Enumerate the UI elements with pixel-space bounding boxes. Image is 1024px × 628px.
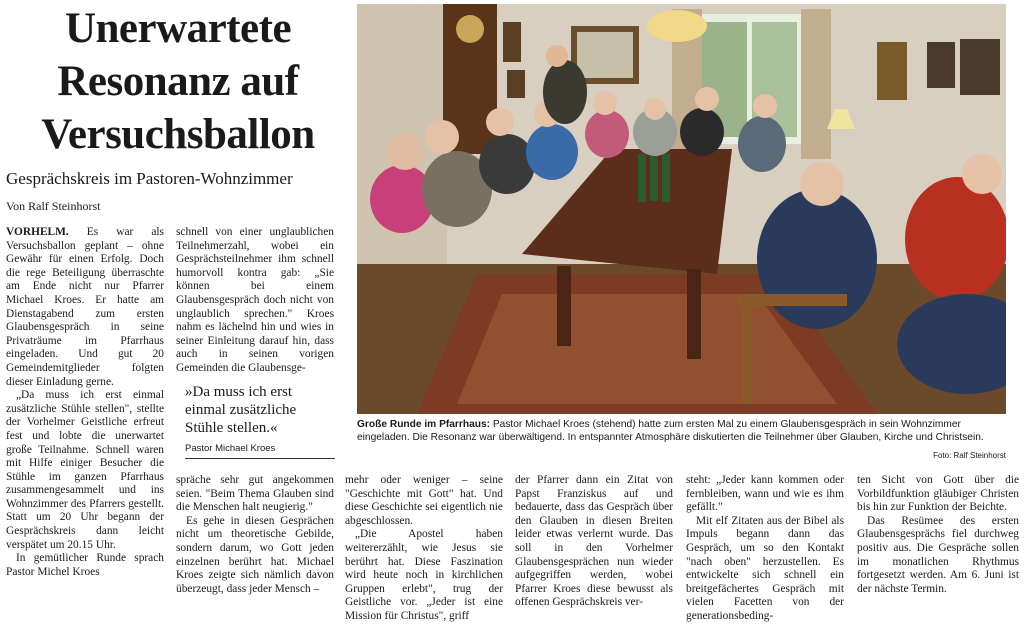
article-column-2b [176, 474, 334, 596]
paragraph-2: „Da muss ich erst einmal zusätzliche Stühle stellen", stellte der Vorhelmer Geistliche erfreut fest und lobte die unerwartet große Teilnahme. Schnell waren mit Hilfe einiger Besucher die Stühle im ganzen Pfarrhaus zusammengesammelt und ins Wohnzimmer des Pfarrers gestellt. Statt um 20 Uhr begann der Gesprächskreis dann leicht verspätet um 20.15 Uhr. [6, 389, 164, 551]
paragraph-1-text: Es war als Versuchsballon geplant – ohne Gewähr für einen Erfolg. Doch die rege Beteiligung überraschte am Ende nicht nur Pfarrer Michael Kroes. Er hatte am Dienstagabend zum ersten Glaubensgespräch in seine Privaträume im Pfarrhaus eingeladen. Und gut 20 Gemeindemitglieder folgten dieser Einladung gerne. [6, 226, 164, 388]
article-photo [357, 4, 1006, 414]
paragraph: Es gehe in diesen Gesprächen nicht um theoretische Gebilde, sondern darum, wo Gott jeden einzelnen berührt hat. Michael Kroes zeigte sich nämlich davon überzeugt, dass jeder Mensch – [176, 514, 334, 595]
photo-caption [357, 418, 1006, 444]
paragraph: schnell von einer unglaublichen Teilnehmerzahl, wobei ein Gesprächsteilnehmer ihm schnell humorvoll kontra gab: „Sie können bei einem Glaubensgespräch doch nicht von unglaublich sprechen." Kroes nahm es lächelnd hin und wies in seiner Einleitung darauf hin, dass auch in seinen vorigen Gemeinden die Glaubensge- [176, 226, 334, 374]
headline-line-1: Unerwartete [64, 5, 292, 52]
byline: Von Ralf Steinhorst [6, 199, 101, 213]
article-column-3 [345, 474, 503, 624]
pull-quote-author: Pastor Michael Kroes [185, 443, 335, 459]
article-column-2 [176, 226, 334, 376]
paragraph: Das Resümee des ersten Glaubensgesprächs fiel durchweg positiv aus. Die Gespräche sollen im monatlichen Rhythmus fortgesetzt werden. Am 6. Juni ist der nächste Termin. [857, 514, 1019, 595]
photo-credit: Foto: Ralf Steinhorst [933, 451, 1006, 460]
dateline: VORHELM. [6, 226, 69, 238]
caption-lead: Große Runde im Pfarrhaus: [357, 419, 491, 430]
paragraph: der Pfarrer dann ein Zitat von Papst Franziskus auf und bedauerte, dass das Gespräch über den Glauben in diesen Breiten leider etwas verlernt wurde. Das soll in den Vorhelmer Glaubensgesprächen nun wieder aufgegriffen werden, wobei Pfarrer Kroes diese bewusst als offenen Gesprächskreis ver- [515, 474, 673, 609]
paragraph-3: In gemütlicher Runde sprach Pastor Michel Kroes [6, 552, 164, 578]
article-column-4 [515, 474, 673, 610]
paragraph: ten Sicht von Gott über die Vorbildfunktion gläubiger Christen bis hin zur Funktion der Beichte. [857, 474, 1019, 514]
article-column-5 [686, 474, 844, 624]
paragraph: Mit elf Zitaten aus der Bibel als Impuls begann dann das Gespräch, um so den Kontakt "nach oben" herzustellen. Es entwickelte sich schnell ein breitgefächertes Gespräch mit vielen Facetten von der generationsbeding- [686, 514, 844, 622]
paragraph: spräche sehr gut angekommen seien. "Beim Thema Glauben sind die Menschen halt neugierig." [176, 474, 334, 514]
article-column-1 [6, 226, 164, 579]
headline-line-3: Versuchsballon [41, 111, 315, 158]
pull-quote: »Da muss ich erst einmal zusätzliche Stühle stellen.« [185, 384, 297, 436]
subheadline: Gesprächskreis im Pastoren-Wohnzimmer [6, 169, 293, 188]
paragraph: steht: „Jeder kann kommen oder fernbleiben, wann und wie es ihm gefällt." [686, 474, 844, 514]
article-column-6 [857, 474, 1019, 596]
headline-line-2: Resonanz auf [57, 58, 299, 105]
photo-illustration [357, 4, 1006, 414]
paragraph: mehr oder weniger – seine "Geschichte mit Gott" hat. Und diese Geschichte sei eigentlich nie abgeschlossen. [345, 474, 503, 527]
headline [8, 2, 348, 161]
paragraph: „Die Apostel haben weitererzählt, wie Jesus sie berührt hat. Diese Faszination wird heute noch in kirchlichen Gruppen erlebt", trug der Geistliche vor. „Jeder ist eine Mission für Christus", griff [345, 528, 503, 622]
caption-text: Pastor Michael Kroes (stehend) hatte zum ersten Mal zu einem Glaubensgespräch in sein Wohnzimmer eingeladen. Die Resonanz war überwältigend. In entspannter Atmosphäre diskutierten die Teilnehmer über Glauben, Kirche und Christsein. [357, 419, 984, 443]
paragraph-1 [6, 226, 164, 389]
